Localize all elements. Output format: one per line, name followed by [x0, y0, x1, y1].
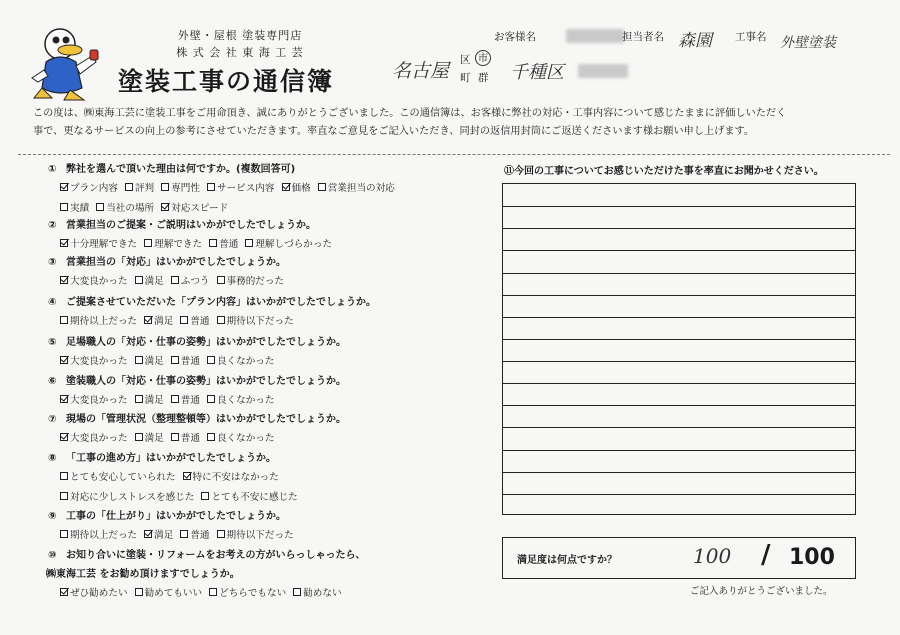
option-label: 評判	[134, 183, 155, 194]
checked-box-icon[interactable]	[60, 395, 68, 403]
option-checkbox[interactable]	[60, 489, 194, 503]
question-label: 弊社を選んで頂いた理由は何ですか。(複数回答可)	[66, 164, 296, 175]
feedback-line	[503, 494, 855, 495]
feedback-line	[503, 317, 855, 318]
option-label: 理解しづらかった	[255, 239, 333, 250]
option-checkbox[interactable]	[60, 527, 137, 541]
option-checkbox[interactable]	[171, 353, 200, 367]
option-checkbox[interactable]	[60, 313, 137, 327]
option-checkbox[interactable]	[60, 392, 128, 406]
option-label: 専門性	[171, 183, 200, 194]
option-checkbox[interactable]	[144, 527, 173, 541]
option-checkbox[interactable]	[144, 236, 202, 250]
staff-label: 担当者名	[622, 31, 664, 43]
question-number: ⑦	[48, 414, 57, 425]
option-checkbox[interactable]	[282, 180, 311, 194]
option-checkbox[interactable]	[60, 200, 89, 214]
option-checkbox[interactable]	[207, 180, 275, 194]
feedback-line	[503, 228, 855, 229]
option-checkbox[interactable]	[245, 236, 332, 250]
question-8-options	[60, 489, 305, 503]
empty-box-icon[interactable]	[207, 356, 215, 364]
option-checkbox[interactable]	[60, 469, 176, 483]
empty-box-icon[interactable]	[318, 183, 326, 191]
empty-box-icon[interactable]	[180, 530, 188, 538]
question-number: ③	[48, 257, 57, 268]
city-value: 名古屋	[392, 60, 450, 82]
checked-box-icon[interactable]	[144, 316, 152, 324]
empty-box-icon[interactable]	[171, 433, 179, 441]
question-4-options	[60, 313, 301, 327]
option-checkbox[interactable]	[135, 430, 164, 444]
feedback-line	[503, 339, 855, 340]
option-label: 満足	[154, 316, 174, 327]
empty-box-icon[interactable]	[207, 395, 215, 403]
question-3-text	[48, 253, 286, 268]
option-label: 普通	[219, 239, 239, 250]
option-label: ぜひ勧めたい	[70, 588, 128, 599]
option-label: 営業担当の対応	[327, 183, 395, 194]
option-checkbox[interactable]	[171, 273, 210, 287]
question-7-text	[48, 410, 346, 425]
question-label: ご提案させていただいた「プラン内容」はいかがでしたでしょうか。	[66, 297, 376, 308]
empty-box-icon[interactable]	[207, 433, 215, 441]
empty-box-icon[interactable]	[135, 433, 143, 441]
empty-box-icon[interactable]	[217, 530, 225, 538]
question-3-options	[60, 273, 291, 287]
option-label: 普通	[180, 356, 200, 367]
empty-box-icon[interactable]	[207, 183, 215, 191]
option-label: 事務的だった	[226, 276, 285, 287]
section-divider	[18, 154, 890, 155]
company-tagline: 外壁・屋根 塗装専門店	[177, 29, 303, 42]
option-checkbox[interactable]	[161, 180, 200, 194]
checked-box-icon[interactable]	[60, 183, 68, 191]
question-7-options	[60, 430, 282, 444]
score-label: 満足度は何点ですか？	[517, 555, 617, 566]
question-label: 工事の「仕上がり」はいかがでしたでしょうか。	[66, 511, 286, 522]
option-label: 普通	[180, 433, 200, 444]
option-checkbox[interactable]	[125, 180, 154, 194]
option-checkbox[interactable]	[135, 585, 203, 599]
empty-box-icon[interactable]	[135, 276, 143, 284]
question-6-text	[48, 372, 346, 387]
feedback-line	[503, 383, 855, 384]
empty-box-icon[interactable]	[60, 472, 68, 480]
customer-label: お客様名	[494, 31, 536, 43]
option-checkbox[interactable]	[217, 273, 285, 287]
option-label: 普通	[190, 316, 210, 327]
question-label: 「工事の進め方」はいかがでしたでしょうか。	[66, 453, 276, 464]
question-8-text	[48, 449, 276, 464]
feedback-line	[503, 250, 855, 251]
feedback-line	[503, 273, 855, 274]
empty-box-icon[interactable]	[60, 492, 68, 500]
feedback-line	[503, 450, 855, 451]
option-checkbox[interactable]	[60, 273, 128, 287]
intro-text	[33, 105, 873, 141]
feedback-line	[503, 206, 855, 207]
option-checkbox[interactable]	[171, 430, 200, 444]
score-value: 100	[693, 544, 732, 568]
job-value: 外壁塗装	[780, 35, 836, 51]
district-label-cho: 町	[460, 72, 471, 84]
job-label: 工事名	[735, 31, 767, 43]
question-5-text	[48, 333, 346, 348]
empty-box-icon[interactable]	[245, 239, 253, 247]
option-checkbox[interactable]	[183, 469, 279, 483]
option-label: 大変良かった	[70, 433, 128, 444]
question-10-text	[48, 546, 366, 561]
question-number: ②	[48, 220, 57, 231]
question-number: ⑩	[48, 550, 57, 561]
option-checkbox[interactable]	[171, 392, 200, 406]
option-label: 良くなかった	[216, 433, 275, 444]
option-label: 対応スピード	[171, 203, 229, 214]
option-label: 満足	[144, 276, 164, 287]
option-label: 大変良かった	[70, 356, 128, 367]
district-label-ku: 区	[460, 54, 471, 66]
score-max: 100	[789, 545, 835, 570]
question-2-options	[60, 236, 339, 250]
closing-thanks: ご記入ありがとうございました。	[690, 586, 833, 597]
option-checkbox[interactable]	[207, 430, 275, 444]
option-label: 価格	[291, 183, 311, 194]
option-checkbox[interactable]	[209, 236, 238, 250]
question-label: 営業担当の「対応」はいかがでしたでしょうか。	[66, 257, 286, 268]
option-checkbox[interactable]	[207, 392, 275, 406]
empty-box-icon[interactable]	[209, 239, 217, 247]
form-title: 塗装工事の通信簿	[118, 67, 335, 96]
option-label: 勧めてもいい	[144, 588, 203, 599]
option-checkbox[interactable]	[201, 489, 297, 503]
checked-box-icon[interactable]	[161, 203, 169, 211]
option-label: サービス内容	[216, 183, 275, 194]
empty-box-icon[interactable]	[125, 183, 133, 191]
option-checkbox[interactable]	[135, 353, 164, 367]
option-checkbox[interactable]	[135, 392, 164, 406]
option-checkbox[interactable]	[217, 527, 294, 541]
ward-value: 千種区	[510, 62, 564, 83]
option-label: 期待以下だった	[226, 316, 294, 327]
checked-box-icon[interactable]	[60, 276, 68, 284]
option-checkbox[interactable]	[60, 236, 137, 250]
empty-box-icon[interactable]	[180, 316, 188, 324]
checked-box-icon[interactable]	[144, 530, 152, 538]
redacted-address	[578, 64, 628, 78]
option-label: 満足	[144, 356, 164, 367]
empty-box-icon[interactable]	[201, 492, 209, 500]
question-1-options	[60, 200, 235, 214]
option-label: 良くなかった	[216, 395, 275, 406]
checked-box-icon[interactable]	[60, 433, 68, 441]
question-number: ⑧	[48, 453, 57, 464]
question-2-text	[48, 216, 316, 231]
question-label: 営業担当のご提案・ご説明はいかがでしたでしょうか。	[66, 220, 316, 231]
empty-box-icon[interactable]	[135, 395, 143, 403]
feedback-line	[503, 472, 855, 473]
question-10-text-line2: ㈱東海工芸 をお勧め頂けますでしょうか。	[46, 569, 240, 580]
intro-line-1: この度は、㈱東海工芸に塗装工事をご用命頂き、誠にありがとうございました。この通信簿は、お客様に弊社の対応・工事内容について感じたままに評価しいただく	[33, 108, 787, 119]
district-label-gun: 群	[478, 72, 489, 84]
option-label: 大変良かった	[70, 395, 128, 406]
question-label: 塗装職人の「対応・仕事の姿勢」はいかがでしたでしょうか。	[66, 376, 346, 387]
option-label: 普通	[190, 530, 210, 541]
question-9-text	[48, 507, 286, 522]
redacted-customer-name	[566, 29, 624, 43]
empty-box-icon[interactable]	[96, 203, 104, 211]
empty-box-icon[interactable]	[171, 276, 179, 284]
company-name: 株 式 会 社 東 海 工 芸	[176, 46, 304, 59]
option-checkbox[interactable]	[180, 527, 209, 541]
option-checkbox[interactable]	[144, 313, 173, 327]
feedback-line	[503, 405, 855, 406]
option-label: 勧めない	[303, 588, 342, 599]
question-6-options	[60, 392, 282, 406]
question-4-text	[48, 293, 376, 308]
empty-box-icon[interactable]	[144, 239, 152, 247]
empty-box-icon[interactable]	[171, 395, 179, 403]
question-9-options	[60, 527, 301, 541]
empty-box-icon[interactable]	[171, 356, 179, 364]
option-label: 期待以下だった	[226, 530, 294, 541]
option-checkbox[interactable]	[217, 313, 294, 327]
option-label: とても安心していられた	[70, 472, 176, 483]
empty-box-icon[interactable]	[209, 588, 217, 596]
feedback-title: ⑪今回の工事についてお感じいただけた事を率直にお聞かせください。	[504, 166, 824, 177]
option-label: 特に不安はなかった	[192, 472, 279, 483]
option-label: 満足	[154, 530, 174, 541]
question-label: お知り合いに塗装・リフォームをお考えの方がいらっしゃったら、	[66, 550, 366, 561]
option-checkbox[interactable]	[96, 200, 154, 214]
intro-line-2: 事で、更なるサービスの向上の参考にさせていただきます。率直なご意見をご記入いただき、同封の返信用封筒にご返送くださいます様お願い申し上げます。	[33, 126, 755, 137]
question-8-options	[60, 469, 286, 483]
score-slash: /	[761, 540, 771, 570]
question-number: ④	[48, 297, 57, 308]
option-label: 良くなかった	[216, 356, 275, 367]
option-checkbox[interactable]	[180, 313, 209, 327]
option-checkbox[interactable]	[60, 180, 118, 194]
option-label: 普通	[180, 395, 200, 406]
option-checkbox[interactable]	[60, 585, 128, 599]
option-label: プラン内容	[70, 183, 118, 194]
question-5-options	[60, 353, 282, 367]
empty-box-icon[interactable]	[293, 588, 301, 596]
empty-box-icon[interactable]	[135, 588, 143, 596]
option-label: どちらでもない	[219, 588, 287, 599]
feedback-line	[503, 295, 855, 296]
feedback-line	[503, 427, 855, 428]
empty-box-icon[interactable]	[217, 276, 225, 284]
option-checkbox[interactable]	[293, 585, 341, 599]
checked-box-icon[interactable]	[60, 588, 68, 596]
feedback-lines[interactable]	[502, 183, 856, 515]
option-label: 十分理解できた	[70, 239, 138, 250]
staff-value: 森園	[678, 31, 712, 51]
question-number: ⑥	[48, 376, 57, 387]
option-checkbox[interactable]	[161, 200, 228, 214]
option-label: とても不安に感じた	[211, 492, 298, 503]
empty-box-icon[interactable]	[60, 530, 68, 538]
option-checkbox[interactable]	[207, 353, 275, 367]
duck-mascot-logo	[26, 22, 104, 104]
question-number: ⑨	[48, 511, 57, 522]
question-1-options	[60, 180, 402, 194]
feedback-line	[503, 361, 855, 362]
question-number: ⑤	[48, 337, 57, 348]
question-label: 足場職人の「対応・仕事の姿勢」はいかがでしたでしょうか。	[66, 337, 346, 348]
option-checkbox[interactable]	[209, 585, 286, 599]
option-label: 実績	[70, 203, 90, 214]
option-label: 対応に少しストレスを感じた	[70, 492, 195, 503]
checked-box-icon[interactable]	[183, 472, 191, 480]
empty-box-icon[interactable]	[135, 356, 143, 364]
checked-box-icon[interactable]	[282, 183, 290, 191]
empty-box-icon[interactable]	[60, 316, 68, 324]
question-number: ①	[48, 164, 57, 175]
question-1-text	[48, 160, 295, 175]
question-10-options	[60, 585, 349, 599]
option-label: ふつう	[180, 276, 210, 287]
option-label: 大変良かった	[70, 276, 128, 287]
empty-box-icon[interactable]	[161, 183, 169, 191]
checked-box-icon[interactable]	[60, 356, 68, 364]
checked-box-icon[interactable]	[60, 239, 68, 247]
district-label-shi: 市	[475, 50, 491, 66]
option-label: 理解できた	[154, 239, 203, 250]
empty-box-icon[interactable]	[217, 316, 225, 324]
satisfaction-score-box[interactable]	[502, 537, 856, 579]
empty-box-icon[interactable]	[60, 203, 68, 211]
question-label: 現場の「管理状況（整理整頓等）はいかがでしたでしょうか。	[66, 414, 346, 425]
option-label: 期待以上だった	[70, 316, 138, 327]
option-checkbox[interactable]	[60, 353, 128, 367]
option-label: 期待以上だった	[70, 530, 138, 541]
option-checkbox[interactable]	[60, 430, 128, 444]
option-label: 満足	[144, 395, 164, 406]
option-checkbox[interactable]	[135, 273, 164, 287]
option-label: 当社の場所	[106, 203, 155, 214]
option-label: 満足	[144, 433, 164, 444]
option-checkbox[interactable]	[318, 180, 395, 194]
